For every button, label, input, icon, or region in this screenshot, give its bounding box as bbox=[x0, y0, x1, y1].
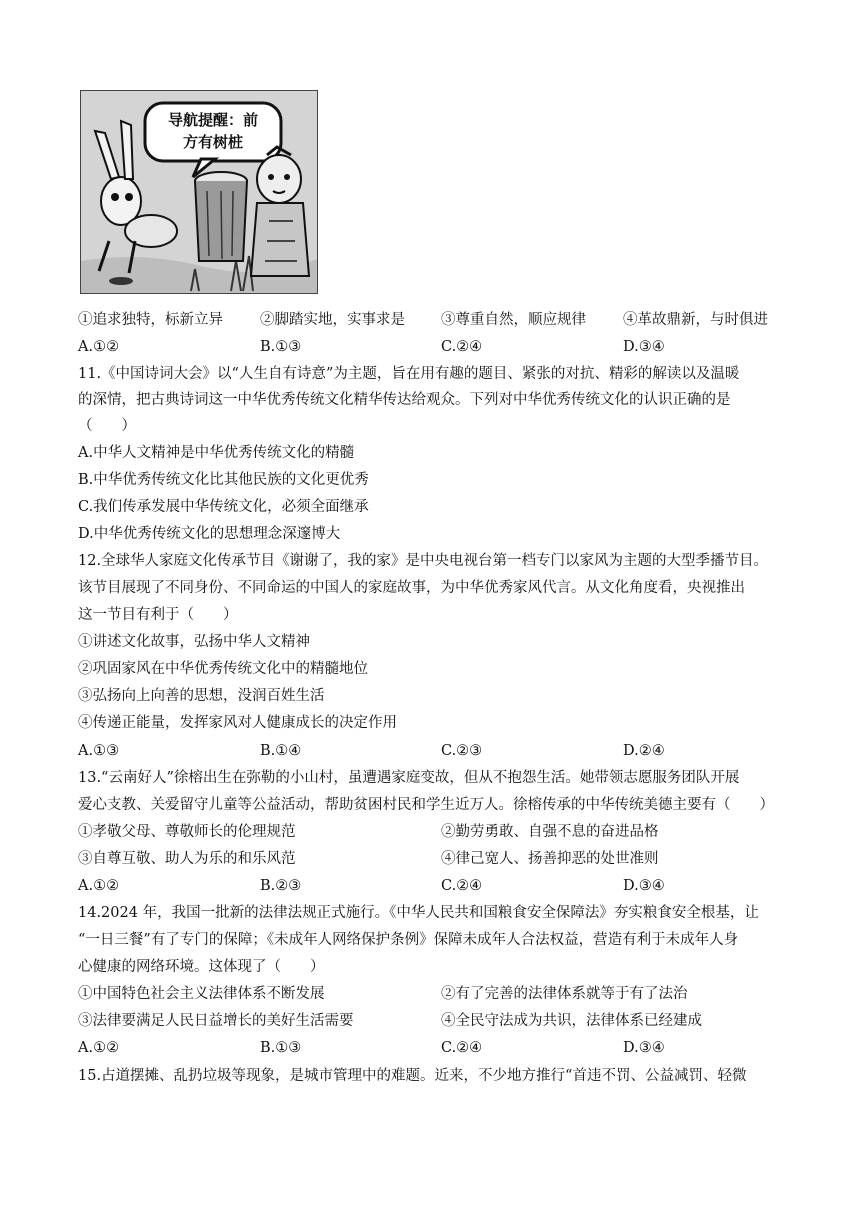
q12-choice-c: C.②③ bbox=[441, 743, 483, 759]
q13-choice-a: A.①② bbox=[78, 878, 120, 894]
q11-stem-line-2: 的深情，把古典诗词这一中华优秀传统文化精华传达给观众。下列对中华优秀传统文化的认识正确的是 bbox=[78, 392, 731, 408]
q13-statement-4: ④律己宽人、扬善抑恶的处世准则 bbox=[441, 851, 659, 867]
speech-bubble-text bbox=[145, 109, 281, 153]
q14-stem-line-2: “一日三餐”有了专门的保障；《未成年人网络保护条例》保障未成年人合法权益，营造有利于未成年人身 bbox=[78, 932, 739, 948]
q13-statement-2: ②勤劳勇敢、自强不息的奋进品格 bbox=[441, 824, 659, 840]
q12-stem-line-2: 该节目展现了不同身份、不同命运的中国人的家庭故事，为中华优秀家风代言。从文化角度看，央视推出 bbox=[78, 580, 745, 596]
q10-choice-b: B.①③ bbox=[260, 339, 302, 355]
q13-statement-3: ③自尊互敬、助人为乐的和乐风范 bbox=[78, 851, 296, 867]
q10-statement-1: ①追求独特，标新立异 bbox=[78, 312, 223, 328]
q14-statement-2: ②有了完善的法律体系就等于有了法治 bbox=[441, 986, 688, 1002]
q12-statement-3: ③弘扬向上向善的思想，没润百姓生活 bbox=[78, 688, 325, 704]
q15-stem-line-1: 15.占道摆摊、乱扔垃圾等现象，是城市管理中的难题。近来，不少地方推行“首违不罚、公益减罚、轻微 bbox=[78, 1068, 747, 1084]
q13-stem-line-2: 爱心支教、关爱留守儿童等公益活动，帮助贫困村民和学生近万人。徐榕传承的中华传统美德主要有（ ） bbox=[78, 797, 774, 813]
q12-stem-line-3: 这一节目有利于（ ） bbox=[78, 607, 238, 623]
q12-choice-a: A.①③ bbox=[78, 743, 120, 759]
q14-choice-d: D.③④ bbox=[623, 1040, 665, 1056]
q14-statement-3: ③法律要满足人民日益增长的美好生活需要 bbox=[78, 1013, 354, 1029]
q10-choice-c: C.②④ bbox=[441, 339, 483, 355]
q10-choice-d: D.③④ bbox=[623, 339, 665, 355]
q11-stem-line-3: （ ） bbox=[78, 418, 136, 434]
q10-statement-2: ②脚踏实地，实事求是 bbox=[260, 312, 405, 328]
q11-option-b: B.中华优秀传统文化比其他民族的文化更优秀 bbox=[78, 472, 369, 488]
q13-stem-line-1: 13.“云南好人”徐榕出生在弥勒的小山村，虽遭遇家庭变故，但从不抱怨生活。她带领志愿服务团队开展 bbox=[78, 770, 740, 786]
q13-choice-d: D.③④ bbox=[623, 878, 665, 894]
q10-statement-3: ③尊重自然，顺应规律 bbox=[441, 312, 586, 328]
q13-choice-c: C.②④ bbox=[441, 878, 483, 894]
q13-statement-1: ①孝敬父母、尊敬师长的伦理规范 bbox=[78, 824, 296, 840]
speech-line-1: 导航提醒：前 bbox=[167, 111, 258, 129]
q12-choice-b: B.①④ bbox=[260, 743, 302, 759]
q12-choice-d: D.②④ bbox=[623, 743, 665, 759]
q11-option-a: A.中华人文精神是中华优秀传统文化的精髓 bbox=[78, 445, 355, 461]
q11-stem-line-1: 11.《中国诗词大会》以“人生自有诗意”为主题，旨在用有趣的题目、紧张的对抗、精彩的解读以及温暖 bbox=[78, 366, 740, 382]
q13-choice-b: B.②③ bbox=[260, 878, 302, 894]
q14-statement-4: ④全民守法成为共识，法律体系已经建成 bbox=[441, 1013, 702, 1029]
q11-option-d: D.中华优秀传统文化的思想理念深邃博大 bbox=[78, 526, 341, 542]
q14-statement-1: ①中国特色社会主义法律体系不断发展 bbox=[78, 986, 325, 1002]
q10-statement-4: ④革故鼎新，与时俱进 bbox=[623, 312, 768, 328]
q12-statement-1: ①讲述文化故事，弘扬中华人文精神 bbox=[78, 634, 310, 650]
q14-stem-line-1: 14.2024 年，我国一批新的法律法规正式施行。《中华人民共和国粮食安全保障法》夯实粮食安全根基，让 bbox=[78, 905, 759, 921]
q14-choice-c: C.②④ bbox=[441, 1040, 483, 1056]
q11-option-c: C.我们传承发展中华传统文化，必须全面继承 bbox=[78, 499, 369, 515]
q10-choice-a: A.①② bbox=[78, 339, 120, 355]
cartoon-image bbox=[80, 90, 318, 294]
q12-statement-4: ④传递正能量，发挥家风对人健康成长的决定作用 bbox=[78, 715, 397, 731]
q12-stem-line-1: 12.全球华人家庭文化传承节目《谢谢了，我的家》是中央电视台第一档专门以家风为主题的大型季播节目。 bbox=[78, 553, 769, 569]
q14-choice-a: A.①② bbox=[78, 1040, 120, 1056]
q14-choice-b: B.①③ bbox=[260, 1040, 302, 1056]
speech-line-2: 方有树桩 bbox=[182, 133, 243, 151]
q14-stem-line-3: 心健康的网络环境。这体现了（ ） bbox=[78, 959, 325, 975]
q12-statement-2: ②巩固家风在中华优秀传统文化中的精髓地位 bbox=[78, 661, 368, 677]
